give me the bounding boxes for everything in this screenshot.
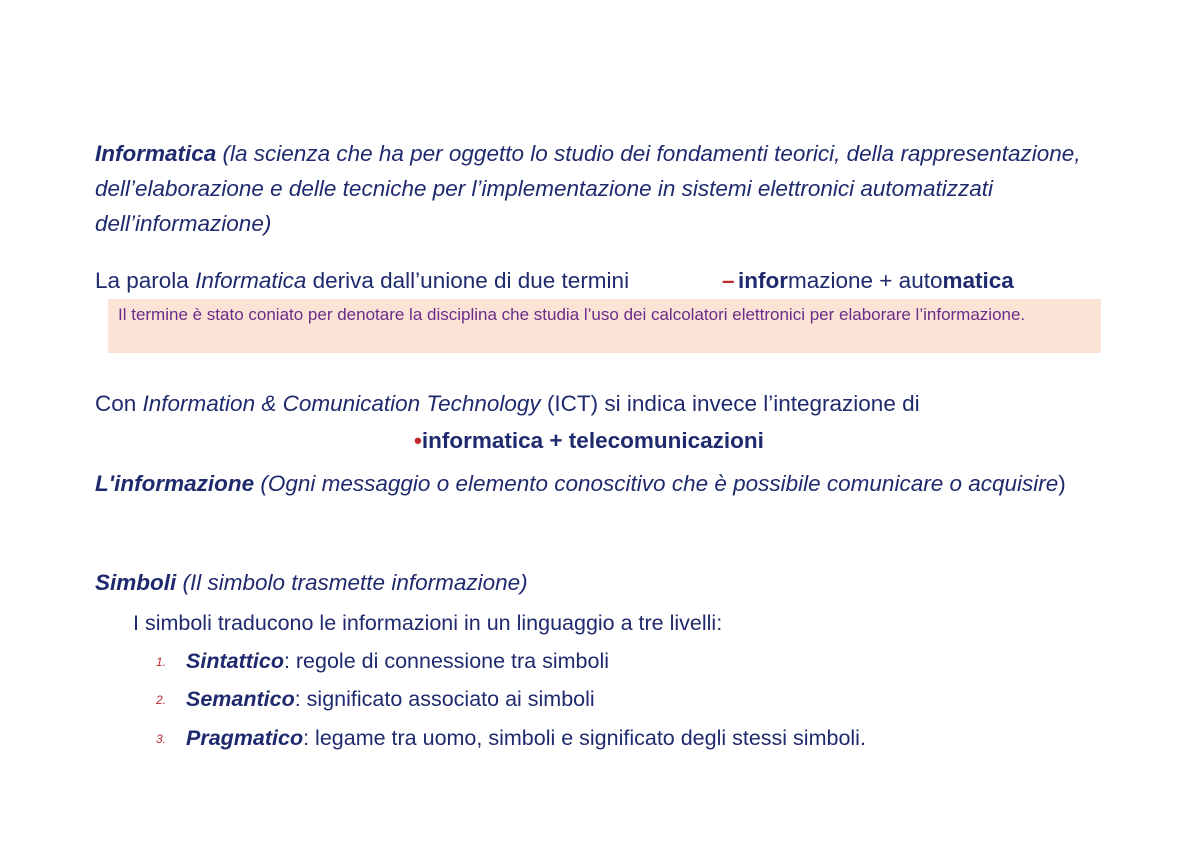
etymology-prefix: La parola (95, 268, 196, 293)
etymology-words (738, 268, 1014, 294)
etymology-term: Informatica (195, 268, 307, 293)
bullet-icon: • (414, 428, 422, 453)
term-informazione: L'informazione (95, 471, 255, 496)
informazione-text: (Ogni messaggio o elemento conoscitivo che è possibile comunicare o acquisire (254, 471, 1059, 496)
term-informatica: Informatica (95, 141, 217, 166)
ict-line (95, 391, 920, 417)
ict-suffix: (ICT) si indica invece l’integrazione di (540, 391, 920, 416)
definition-informatica (95, 136, 1095, 241)
list-number: 1. (156, 655, 167, 669)
list-text: : regole di connessione tra simboli (283, 649, 610, 673)
list-term: Sintattico (186, 649, 284, 673)
ict-formula-text: informatica + telecomunicazioni (421, 428, 764, 453)
ict-term: Information & Comunication Technology (142, 391, 541, 416)
word-part-infor: infor (738, 268, 788, 293)
list-term: Semantico (186, 687, 295, 711)
list-item (156, 649, 610, 674)
list-text: : legame tra uomo, simboli e significato degli stessi simboli. (303, 726, 866, 750)
simboli-text: (Il simbolo trasmette informazione) (176, 570, 528, 595)
word-part-mazione: mazione + auto (788, 268, 943, 293)
etymology-line (95, 268, 629, 294)
list-number: 2. (156, 693, 167, 707)
definition-simboli (95, 570, 528, 596)
ict-prefix: Con (95, 391, 143, 416)
list-number: 3. (156, 732, 167, 746)
closing-paren: ) (1058, 471, 1066, 496)
list-term: Pragmatico (186, 726, 304, 750)
levels-intro: I simboli traducono le informazioni in un linguaggio a tre livelli: (133, 611, 723, 635)
definition-informazione (95, 466, 1095, 502)
definition-text: (la scienza che ha per oggetto lo studio dei fondamenti teorici, della rappresentazione, dell’elaborazione e delle tecniche per l’implementazione in sistemi elettronici automatizzati dell’informazione) (95, 141, 1081, 236)
list-item (156, 687, 595, 712)
etymology-suffix: deriva dall’unione di due termini (306, 268, 630, 293)
term-simboli: Simboli (95, 570, 177, 595)
note-text: Il termine è stato coniato per denotare la disciplina che studia l’uso dei calcolatori elettronici per elaborare l’informazione. (118, 305, 1026, 324)
list-text: : significato associato ai simboli (294, 687, 595, 711)
ict-formula (414, 428, 764, 454)
word-part-matica: matica (942, 268, 1014, 293)
list-item (156, 726, 866, 751)
dash-marker: – (722, 268, 735, 293)
